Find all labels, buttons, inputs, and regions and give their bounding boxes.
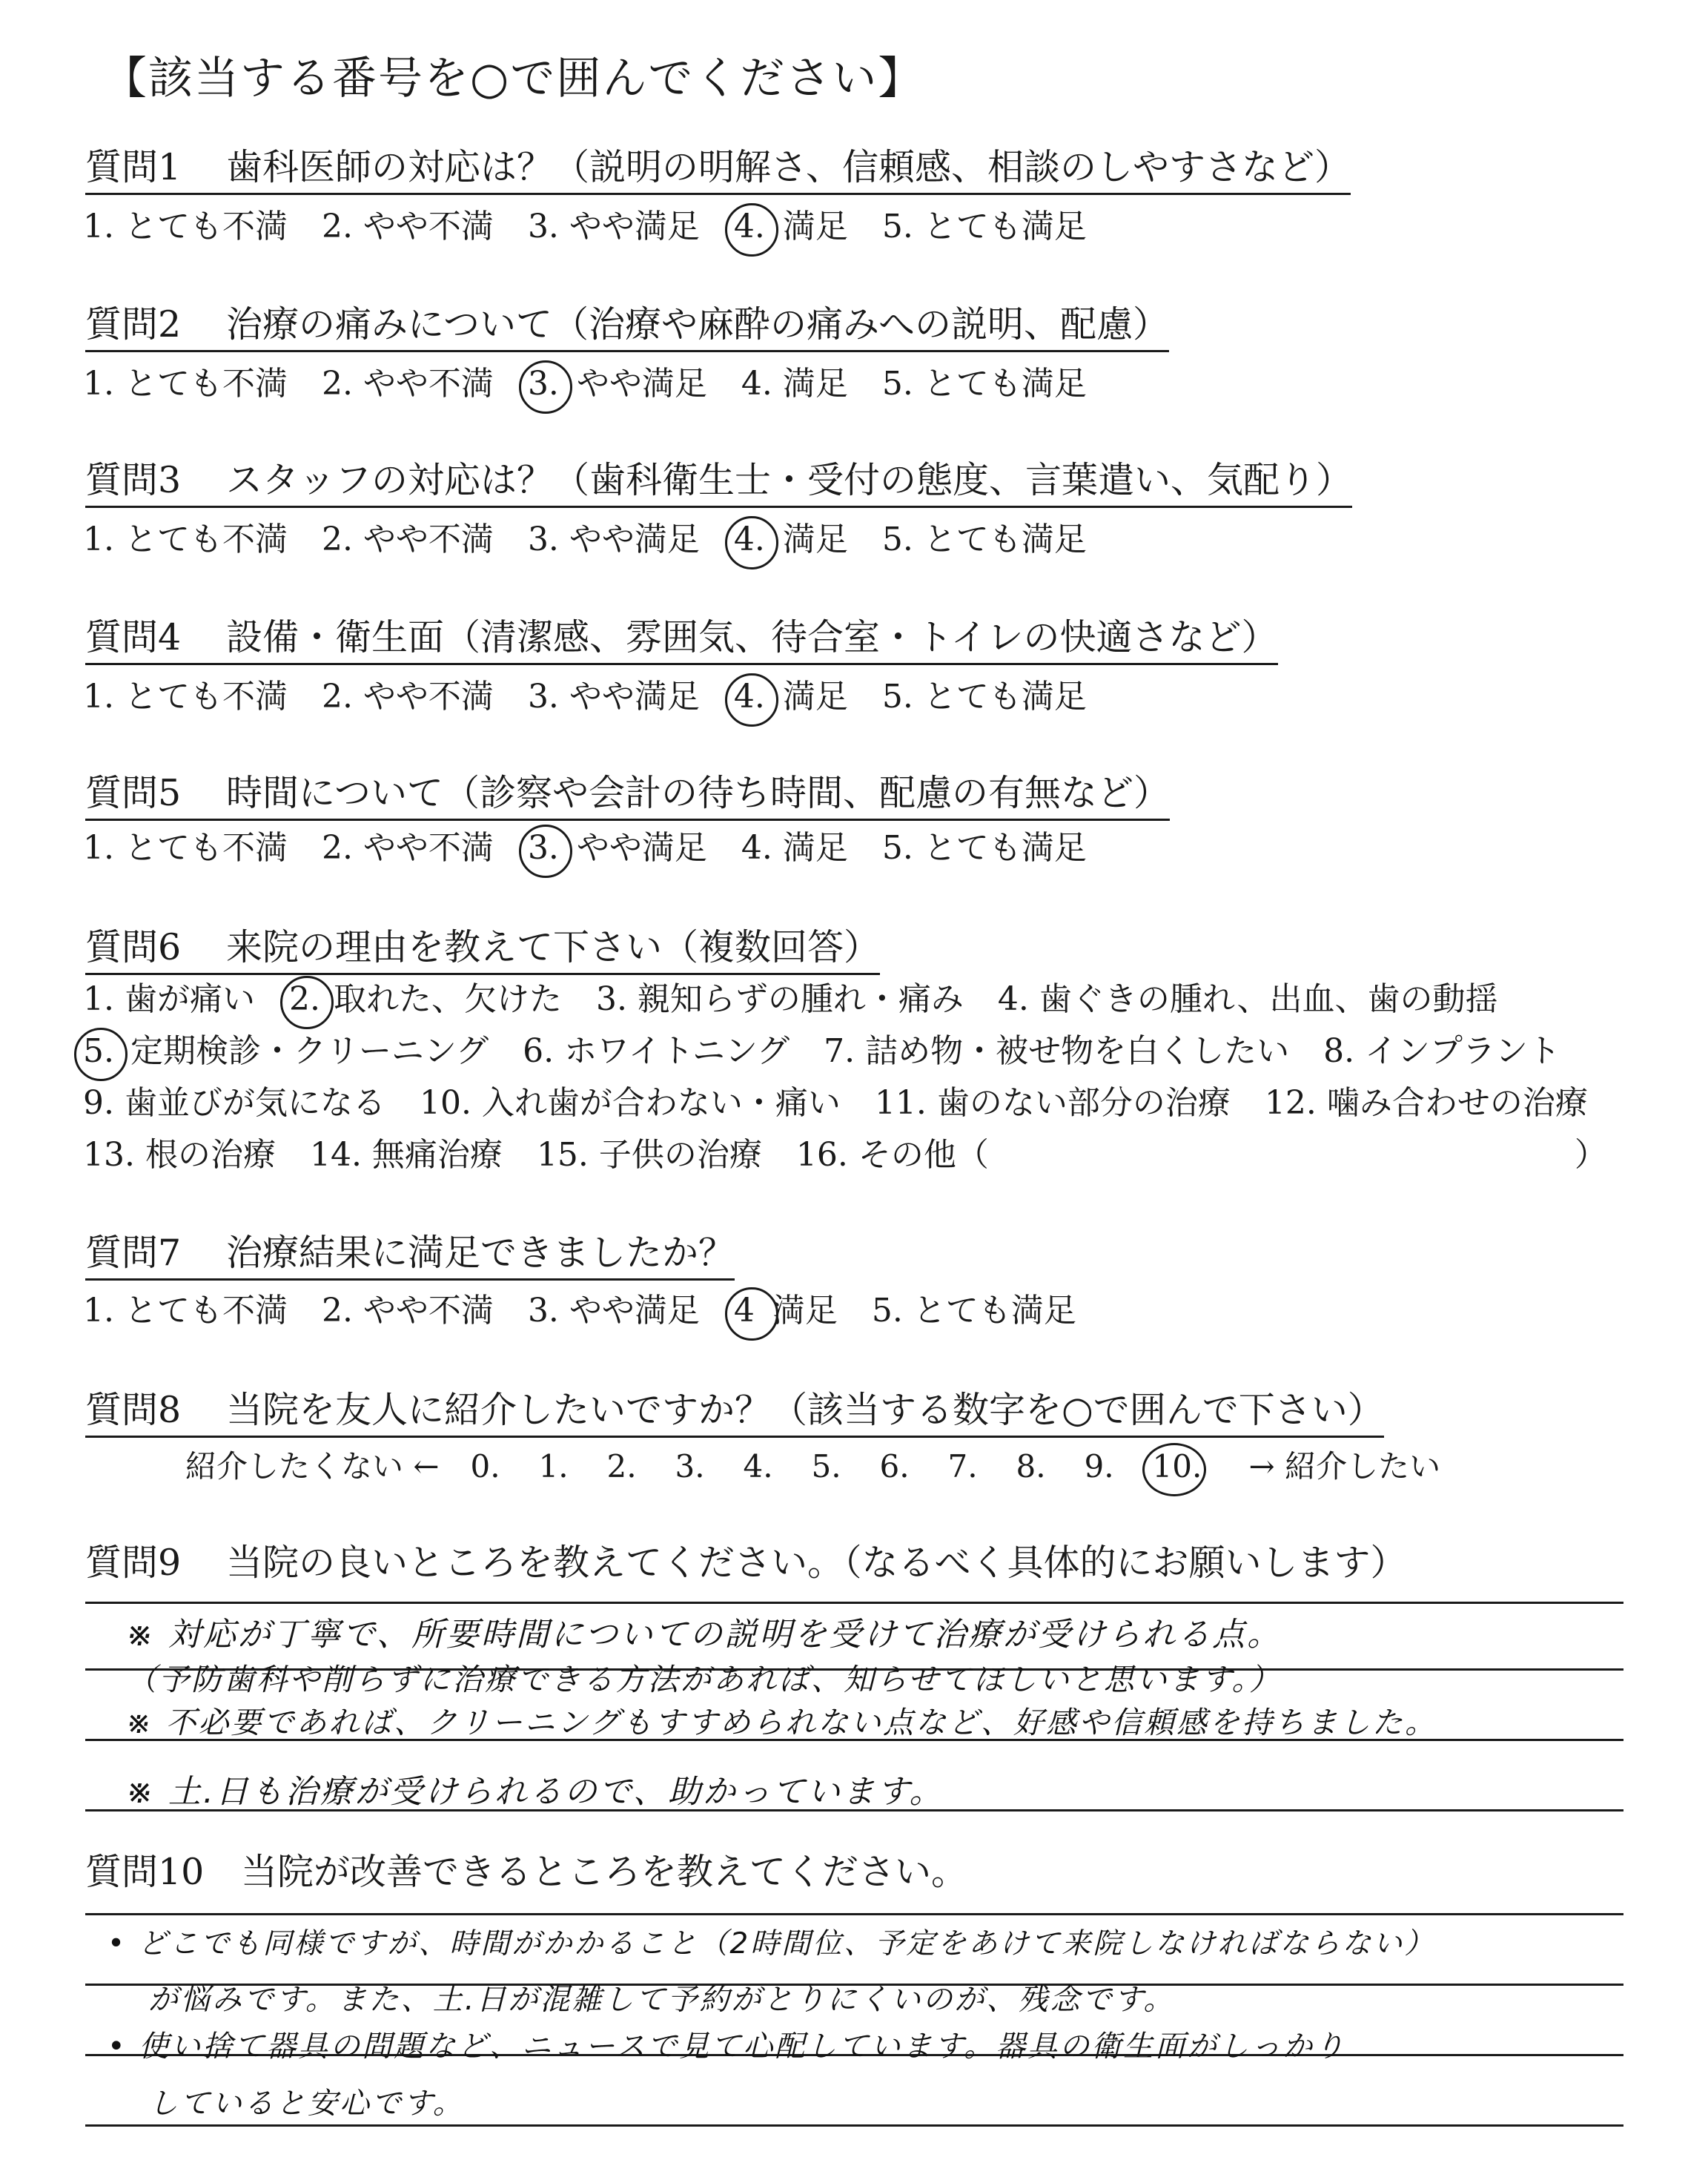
q2-option-3-label: やや満足	[576, 365, 707, 403]
q8-scale-10-selected[interactable]: 10.	[1153, 1446, 1249, 1487]
question-5-number: 質問5	[85, 772, 182, 814]
question-6-row-2	[83, 1031, 1595, 1072]
q10-answer-line-4: していると安心です。	[148, 2087, 465, 2121]
q6-option-2-selected[interactable]: 2.	[289, 979, 320, 1020]
q7-option-5[interactable]: 5. とても満足	[871, 1292, 1076, 1330]
q4-option-5[interactable]: 5. とても満足	[881, 678, 1087, 716]
question-4-options	[83, 676, 1121, 718]
q4-option-1[interactable]: 1. とても不満	[83, 678, 288, 716]
question-1-heading	[85, 145, 1351, 195]
question-8-scale	[185, 1446, 1440, 1487]
question-8-heading	[85, 1388, 1384, 1438]
q7-option-1[interactable]: 1. とても不満	[83, 1292, 288, 1330]
q3-option-1[interactable]: 1. とても不満	[83, 521, 288, 558]
answer-line	[85, 1913, 1623, 1915]
question-4-heading	[85, 615, 1278, 665]
q2-option-3-selected[interactable]: 3.	[528, 363, 559, 405]
q2-option-4[interactable]: 4. 満足	[741, 365, 848, 403]
q8-left-label: 紹介したくない ←	[185, 1448, 440, 1484]
question-8-number: 質問8	[85, 1389, 182, 1431]
question-1-text: 歯科医師の対応は？（説明の明解さ、信頼感、相談のしやすさなど）	[226, 146, 1351, 188]
q5-option-2[interactable]: 2. やや不満	[321, 829, 494, 867]
q6-option-5-label: 定期検診・クリーニング	[130, 1032, 489, 1070]
question-2-text: 治療の痛みについて（治療や麻酔の痛みへの説明、配慮）	[226, 303, 1170, 346]
q7-option-2[interactable]: 2. やや不満	[321, 1292, 494, 1330]
q6-option-5-selected[interactable]: 5.	[83, 1031, 114, 1072]
q5-option-4[interactable]: 4. 満足	[741, 829, 848, 867]
q6-option-8[interactable]: 8. インプラント	[1323, 1032, 1561, 1070]
question-10-number: 質問10	[85, 1851, 205, 1893]
q8-scale-5[interactable]: 5.	[811, 1448, 841, 1484]
question-7-heading	[85, 1231, 735, 1281]
q4-option-2[interactable]: 2. やや不満	[321, 678, 494, 716]
question-9-text: 当院の良いところを教えてください。（なるべく具体的にお願いします）	[226, 1542, 1407, 1584]
question-2-heading	[85, 303, 1169, 352]
q1-option-4-selected[interactable]: 4.	[734, 206, 765, 248]
q4-option-4-selected[interactable]: 4.	[734, 676, 765, 718]
q3-option-2[interactable]: 2. やや不満	[321, 521, 494, 558]
q6-option-13[interactable]: 13. 根の治療	[83, 1136, 276, 1174]
q6-option-3[interactable]: 3. 親知らずの腫れ・痛み	[595, 980, 964, 1018]
q7-option-4-label: 満足	[772, 1292, 838, 1330]
question-4-number: 質問4	[85, 616, 182, 658]
q8-scale-9[interactable]: 9.	[1084, 1448, 1114, 1484]
question-6-number: 質問6	[85, 926, 182, 968]
q8-scale-1[interactable]: 1.	[538, 1448, 569, 1484]
q2-option-5[interactable]: 5. とても満足	[881, 365, 1087, 403]
question-3-options	[83, 519, 1121, 561]
q3-option-4-selected[interactable]: 4.	[734, 519, 765, 561]
q6-option-6[interactable]: 6. ホワイトニング	[523, 1032, 790, 1070]
question-9-heading	[85, 1541, 1407, 1588]
question-10-text: 当院が改善できるところを教えてください。	[241, 1851, 968, 1893]
q8-scale-2[interactable]: 2.	[606, 1448, 637, 1484]
q2-option-1[interactable]: 1. とても不満	[83, 365, 288, 403]
q4-option-4-label: 満足	[782, 678, 848, 716]
question-10-heading	[85, 1850, 967, 1898]
q6-other-close: ）	[1574, 1136, 1607, 1174]
question-6-row-4	[83, 1135, 1607, 1176]
question-6-text: 来院の理由を教えて下さい（複数回答）	[226, 926, 881, 968]
q8-scale-3[interactable]: 3.	[675, 1448, 705, 1484]
question-7-number: 質問7	[85, 1232, 182, 1274]
q8-right-label: → 紹介したい	[1248, 1448, 1441, 1484]
q6-option-1[interactable]: 1. 歯が痛い	[83, 980, 255, 1018]
q6-option-2-label: 取れた、欠けた	[333, 980, 562, 1018]
q6-option-4[interactable]: 4. 歯ぐきの腫れ、出血、歯の動揺	[997, 980, 1498, 1018]
question-3-text: スタッフの対応は？（歯科衛生士・受付の態度、言葉遣い、気配り）	[226, 459, 1353, 501]
question-5-heading	[85, 771, 1170, 821]
q10-answer-line-3: • 使い捨て器具の問題など、ニュースで見て心配しています。器具の衛生面がしっかり	[107, 2029, 1347, 2064]
question-6-row-1	[83, 979, 1532, 1020]
q6-option-10[interactable]: 10. 入れ歯が合わない・痛い	[419, 1084, 841, 1122]
q8-scale-7[interactable]: 7.	[947, 1448, 978, 1484]
q4-option-3[interactable]: 3. やや満足	[527, 678, 700, 716]
q3-option-4-label: 満足	[782, 521, 848, 558]
q6-option-14[interactable]: 14. 無痛治療	[309, 1136, 503, 1174]
q10-answer-line-2: が悩みです。また、土.日が混雑して予約がとりにくいのが、残念です。	[148, 1983, 1176, 2017]
q10-answer-line-1: • どこでも同様ですが、時間がかかること（2時間位、予定をあけて来院しなければならない）	[107, 1927, 1436, 1961]
question-1-number: 質問1	[85, 146, 182, 188]
question-6-heading	[85, 925, 880, 975]
question-8-text: 当院を友人に紹介したいですか？（該当する数字を○で囲んで下さい）	[226, 1389, 1384, 1431]
question-5-options	[83, 828, 1121, 869]
q6-option-9[interactable]: 9. 歯並びが気になる	[83, 1084, 385, 1122]
q1-option-4-label: 満足	[782, 208, 848, 245]
q6-option-11[interactable]: 11. 歯のない部分の治療	[874, 1084, 1231, 1122]
question-3-heading	[85, 458, 1352, 508]
q2-option-2[interactable]: 2. やや不満	[321, 365, 494, 403]
q1-option-1[interactable]: 1. とても不満	[83, 208, 288, 245]
question-2-number: 質問2	[85, 303, 182, 346]
q9-answer-line-3: ※ 不必要であれば、クリーニングもすすめられない点など、好感や信頼感を持ちました。	[126, 1705, 1437, 1740]
q9-answer-line-2: （予防歯科や削らずに治療できる方法があれば、知らせてほしいと思います。）	[126, 1662, 1282, 1697]
question-3-number: 質問3	[85, 459, 182, 501]
question-7-options	[83, 1290, 1110, 1332]
q5-option-5[interactable]: 5. とても満足	[881, 829, 1087, 867]
q8-scale-8[interactable]: 8.	[1016, 1448, 1046, 1484]
q5-option-3-label: やや満足	[576, 829, 707, 867]
q1-option-3[interactable]: 3. やや満足	[527, 208, 700, 245]
q1-option-2[interactable]: 2. やや不満	[321, 208, 494, 245]
q9-answer-line-1: ※ 対応が丁寧で、所要時間についての説明を受けて治療が受けられる点。	[126, 1616, 1282, 1654]
question-4-text: 設備・衛生面（清潔感、雰囲気、待合室・トイレの快適さなど）	[226, 616, 1278, 658]
question-1-options	[83, 206, 1121, 248]
q7-option-4-selected[interactable]: 4	[734, 1290, 755, 1332]
question-7-text: 治療結果に満足できましたか？	[226, 1232, 735, 1274]
q6-option-7[interactable]: 7. 詰め物・被せ物を白くしたい	[824, 1032, 1290, 1070]
answer-line	[85, 1602, 1623, 1604]
question-5-text: 時間について（診察や会計の待ち時間、配慮の有無など）	[226, 772, 1171, 814]
q8-scale-4[interactable]: 4.	[743, 1448, 773, 1484]
answer-line	[85, 2124, 1623, 2127]
q3-option-3[interactable]: 3. やや満足	[527, 521, 700, 558]
q6-option-12[interactable]: 12. 噛み合わせの治療	[1264, 1084, 1588, 1122]
q8-scale-0[interactable]: 0.	[470, 1448, 500, 1484]
page-title: 【該当する番号を○で囲んでください】	[102, 53, 924, 105]
q7-option-3[interactable]: 3. やや満足	[527, 1292, 700, 1330]
q6-option-16[interactable]: 16. その他（	[795, 1136, 989, 1174]
q1-option-5[interactable]: 5. とても満足	[881, 208, 1087, 245]
question-2-options	[83, 363, 1121, 405]
q6-option-15[interactable]: 15. 子供の治療	[536, 1136, 762, 1174]
q5-option-1[interactable]: 1. とても不満	[83, 829, 288, 867]
q5-option-3-selected[interactable]: 3.	[528, 828, 559, 869]
q3-option-5[interactable]: 5. とても満足	[881, 521, 1087, 558]
question-6-row-3	[83, 1083, 1622, 1124]
q8-scale-6[interactable]: 6.	[879, 1448, 910, 1484]
question-9-number: 質問9	[85, 1542, 182, 1584]
q9-answer-line-4: ※ 土.日も治療が受けられるので、助かっています。	[126, 1773, 944, 1811]
